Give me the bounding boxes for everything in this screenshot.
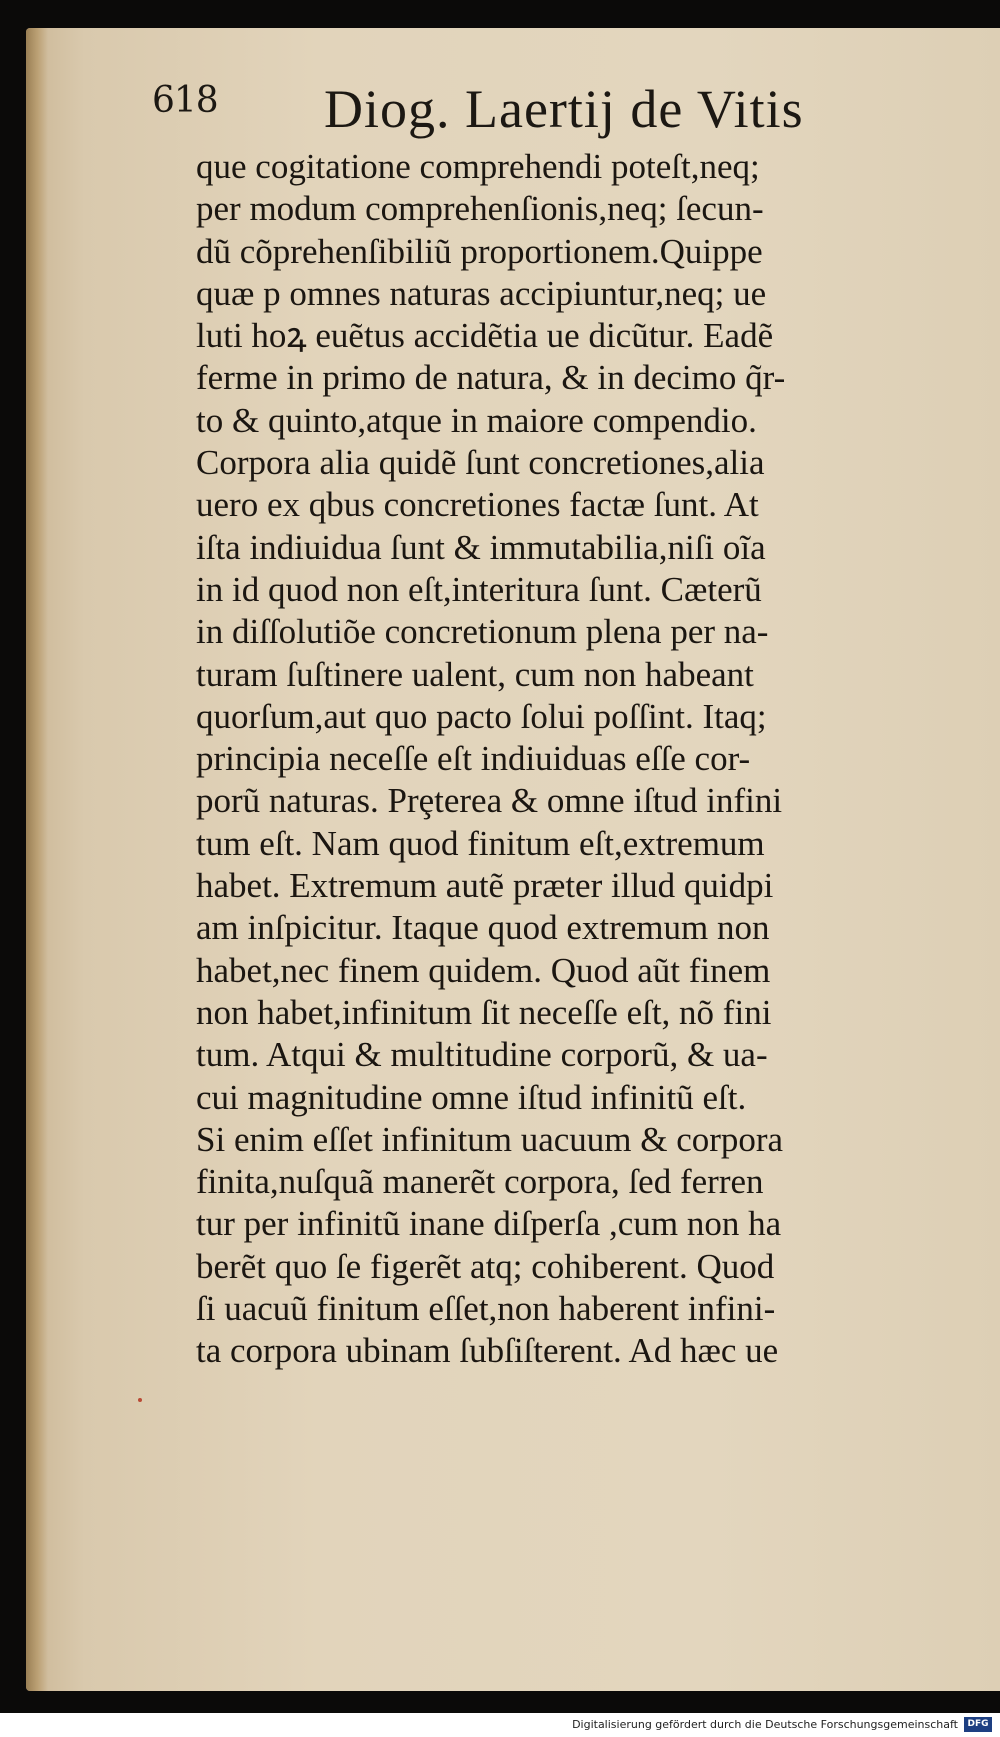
text-line: quorſum,aut quo pacto ſolui poſſint. Itaq; [196, 696, 767, 736]
text-line: per modum comprehenſionis,neq; ſecun- [196, 189, 764, 229]
text-line: Si enim eſſet infinitum uacuum & corpora [196, 1119, 784, 1159]
text-line: in diſſolutiõe concretionum plena per na- [196, 612, 769, 652]
dfg-logo-icon: DFG [964, 1717, 992, 1732]
funding-credit: Digitalisierung gefördert durch die Deutsche Forschungsgemeinschaft [572, 1718, 958, 1731]
text-line: dũ cõprehenſibiliũ proportionem.Quippe [196, 231, 763, 271]
page-gutter-shadow [26, 28, 48, 1691]
text-line: Corpora alia quidẽ ſunt concretiones,alia [196, 443, 765, 483]
text-line: iſta indiuidua ſunt & immutabilia,niſi oĩa [196, 527, 766, 567]
text-line: luti hoꝝ euẽtus accidẽtia ue dicũtur. Eadẽ [196, 316, 774, 356]
text-line: ta corpora ubinam ſubſiſterent. Ad hæc ue [196, 1331, 779, 1371]
text-line: non habet,infinitum ſit neceſſe eſt, nõ fini [196, 992, 772, 1032]
text-line: habet,nec finem quidem. Quod aũt finem [196, 950, 771, 990]
running-head: Diog. Laertij de Vitis [324, 79, 804, 139]
page-number: 618 [152, 80, 218, 121]
text-line: porũ naturas. Prȩterea & omne iſtud infini [196, 781, 783, 821]
text-line: tur per infinitũ inane diſperſa ,cum non ha [196, 1204, 782, 1244]
text-line: habet. Extremum autẽ præter illud quidpi [196, 866, 774, 906]
text-line: principia neceſſe eſt indiuiduas eſſe cor- [196, 739, 751, 779]
text-line: turam ſuſtinere ualent, cum non habeant [196, 654, 754, 694]
text-line: in id quod non eſt,interitura ſunt. Cæterũ [196, 569, 762, 609]
text-line: quæ p omnes naturas accipiuntur,neq; ue [196, 273, 767, 313]
text-line: finita,nuſquã manerẽt corpora, ſed ferren [196, 1162, 764, 1202]
text-line: tum. Atqui & multitudine corporũ, & ua- [196, 1035, 768, 1075]
text-line: am inſpicitur. Itaque quod extremum non [196, 908, 770, 948]
digitization-footer [0, 1713, 1000, 1737]
body-text [196, 146, 956, 1373]
text-line: berẽt quo ſe figerẽt atq; cohiberent. Quod [196, 1246, 775, 1286]
ink-spot [138, 1398, 142, 1402]
text-line: tum eſt. Nam quod finitum eſt,extremum [196, 823, 765, 863]
text-line: uero ex qbus concretiones factæ ſunt. At [196, 485, 759, 525]
text-line: to & quinto,atque in maiore compendio. [196, 400, 757, 440]
text-line: ſi uacuũ finitum eſſet,non haberent infini- [196, 1289, 776, 1329]
book-page [26, 28, 1000, 1691]
text-line: ferme in primo de natura, & in decimo q̃r- [196, 358, 786, 398]
text-line: cui magnitudine omne iſtud infinitũ eſt. [196, 1077, 747, 1117]
text-line: que cogitatione comprehendi poteſt,neq; [196, 147, 760, 186]
